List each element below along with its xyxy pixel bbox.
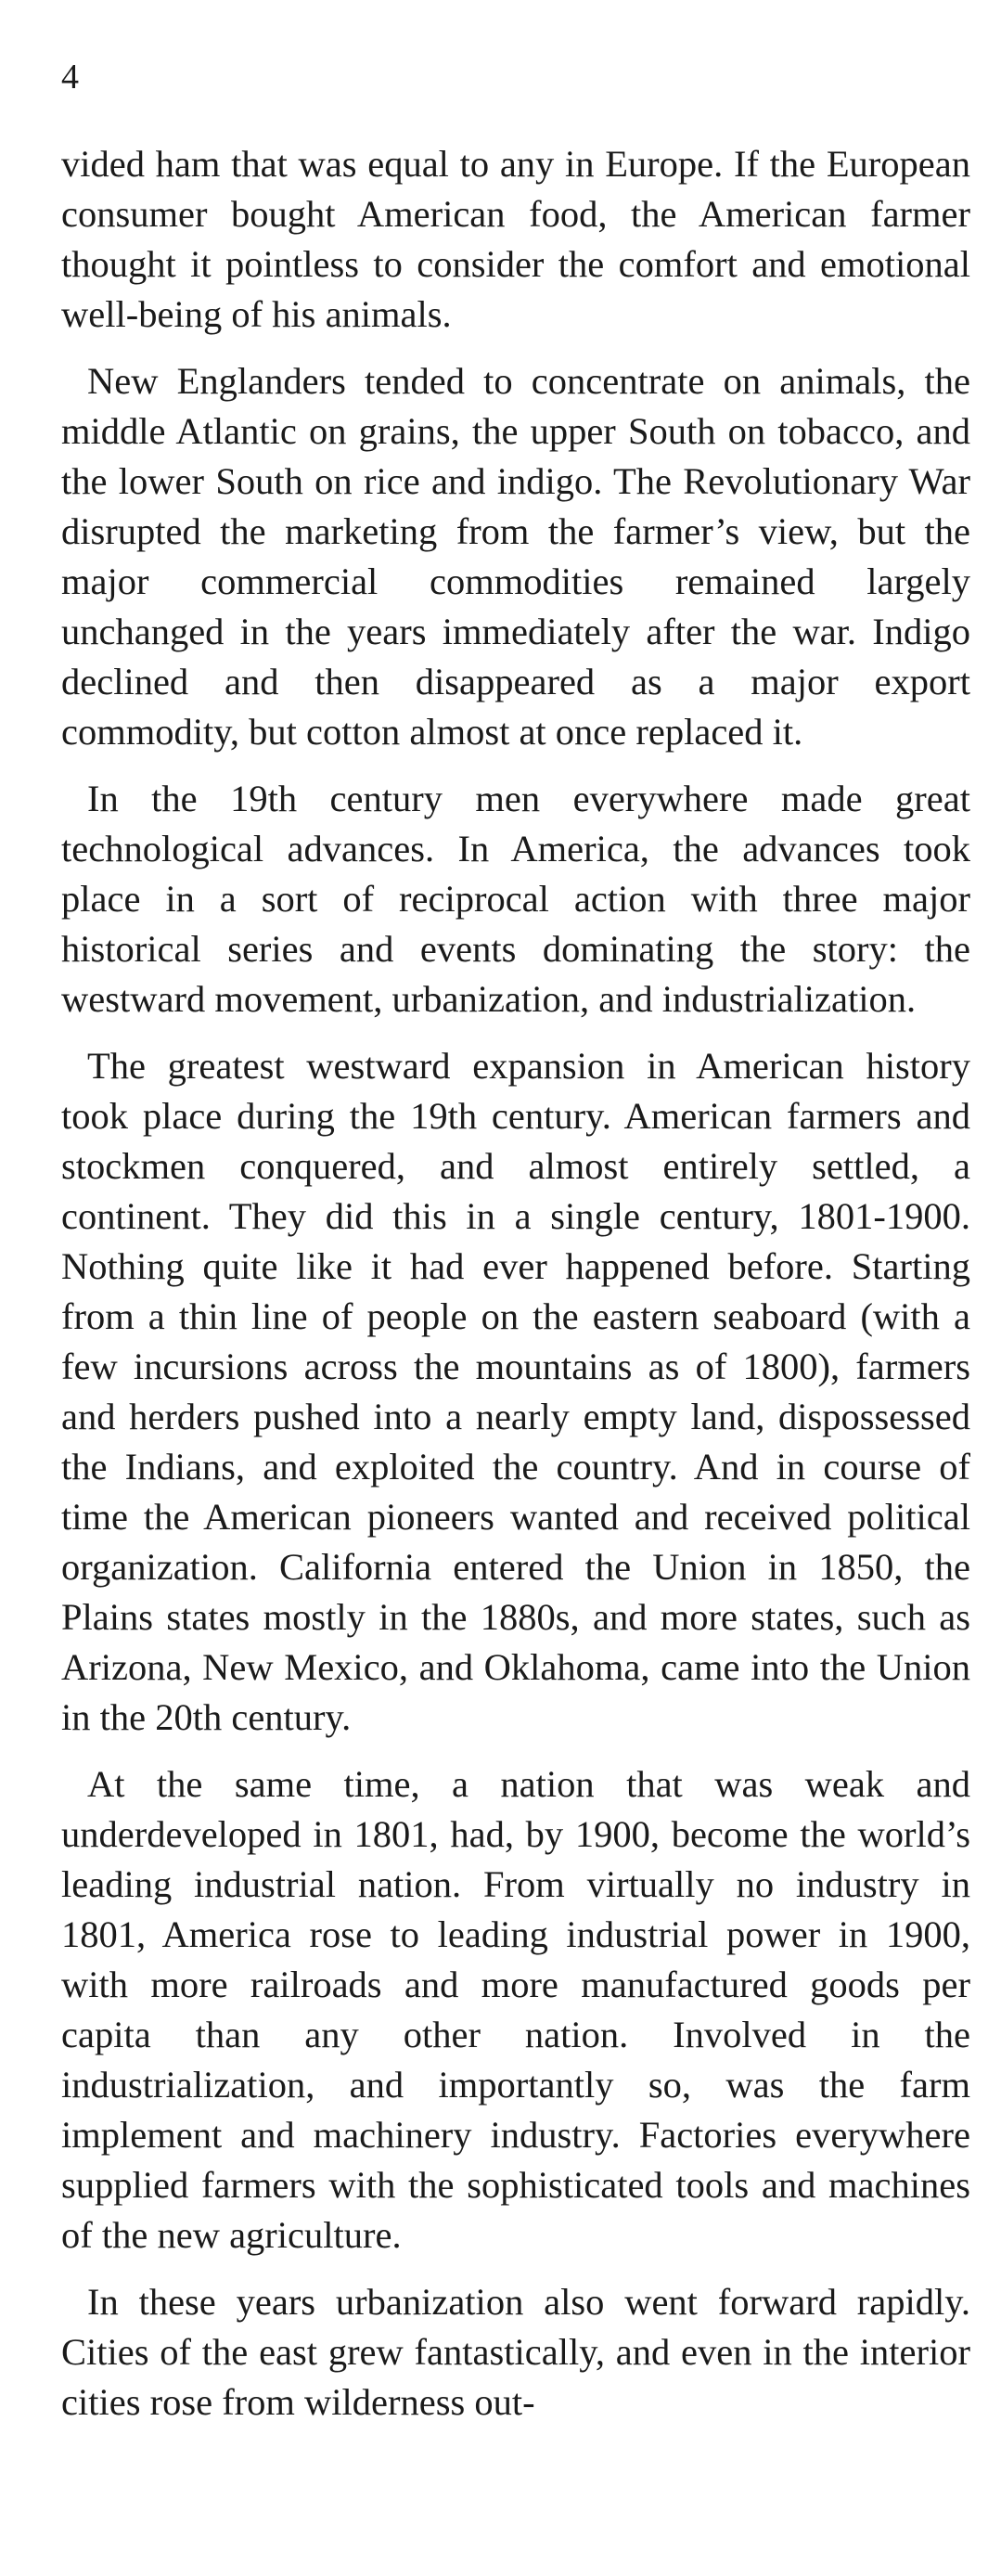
paragraph-4: The greatest westward expansion in American history took place during the 19th century. American farmers and stockmen conquered, and almost entirely settled, a continent. They did this in a single century, 1801-1900. Nothing quite like it had ever happened before. Starting from a thin line of people on the eastern seaboard (with a few incursions across the mountains as of 1800), farmers and herders pushed into a nearly empty land, dispossessed the Indians, and exploited the country. And in course of time the American pioneers wanted and received political organization. California entered the Union in 1850, the Plains states mostly in the 1880s, and more states, such as Arizona, New Mexico, and Oklahoma, came into the Union in the 20th century. xyxy=(61,1045,970,1738)
paragraph-3: In the 19th century men everywhere made great technological advances. In America, the advances took place in a sort of reciprocal action with three major historical series and events dominating the story: the westward movement, urbanization, and industrialization. xyxy=(61,778,970,1020)
paragraph-6: In these years urbanization also went forward rapidly. Cities of the east grew fantastically, and even in the interior cities rose from wilderness out- xyxy=(61,2281,970,2423)
paragraph-2: New Englanders tended to concentrate on animals, the middle Atlantic on grains, the upper South on tobacco, and the lower South on rice and indigo. The Revolutionary War disrupted the marketing from the farmer’s view, but the major commercial commodities remained largely unchanged in the years immediately after the war. Indigo declined and then disappeared as a major export commodity, but cotton almost at once replaced it. xyxy=(61,360,970,753)
paragraph-5: At the same time, a nation that was weak and underdeveloped in 1801, had, by 1900, become the world’s leading industrial nation. From virtually no industry in 1801, America rose to leading industrial power in 1900, with more railroads and more manufactured goods per capita than any other nation. Involved in the industrialization, and importantly so, was the farm implement and machinery industry. Factories everywhere supplied farmers with the sophisticated tools and machines of the new agriculture. xyxy=(61,1763,970,2256)
paragraph-1: vided ham that was equal to any in Europe. If the European consumer bought American food, the American farmer thought it pointless to consider the comfort and emotional well-being of his animals. xyxy=(61,143,970,335)
body-text xyxy=(61,139,970,2444)
page-number: 4 xyxy=(61,58,79,97)
